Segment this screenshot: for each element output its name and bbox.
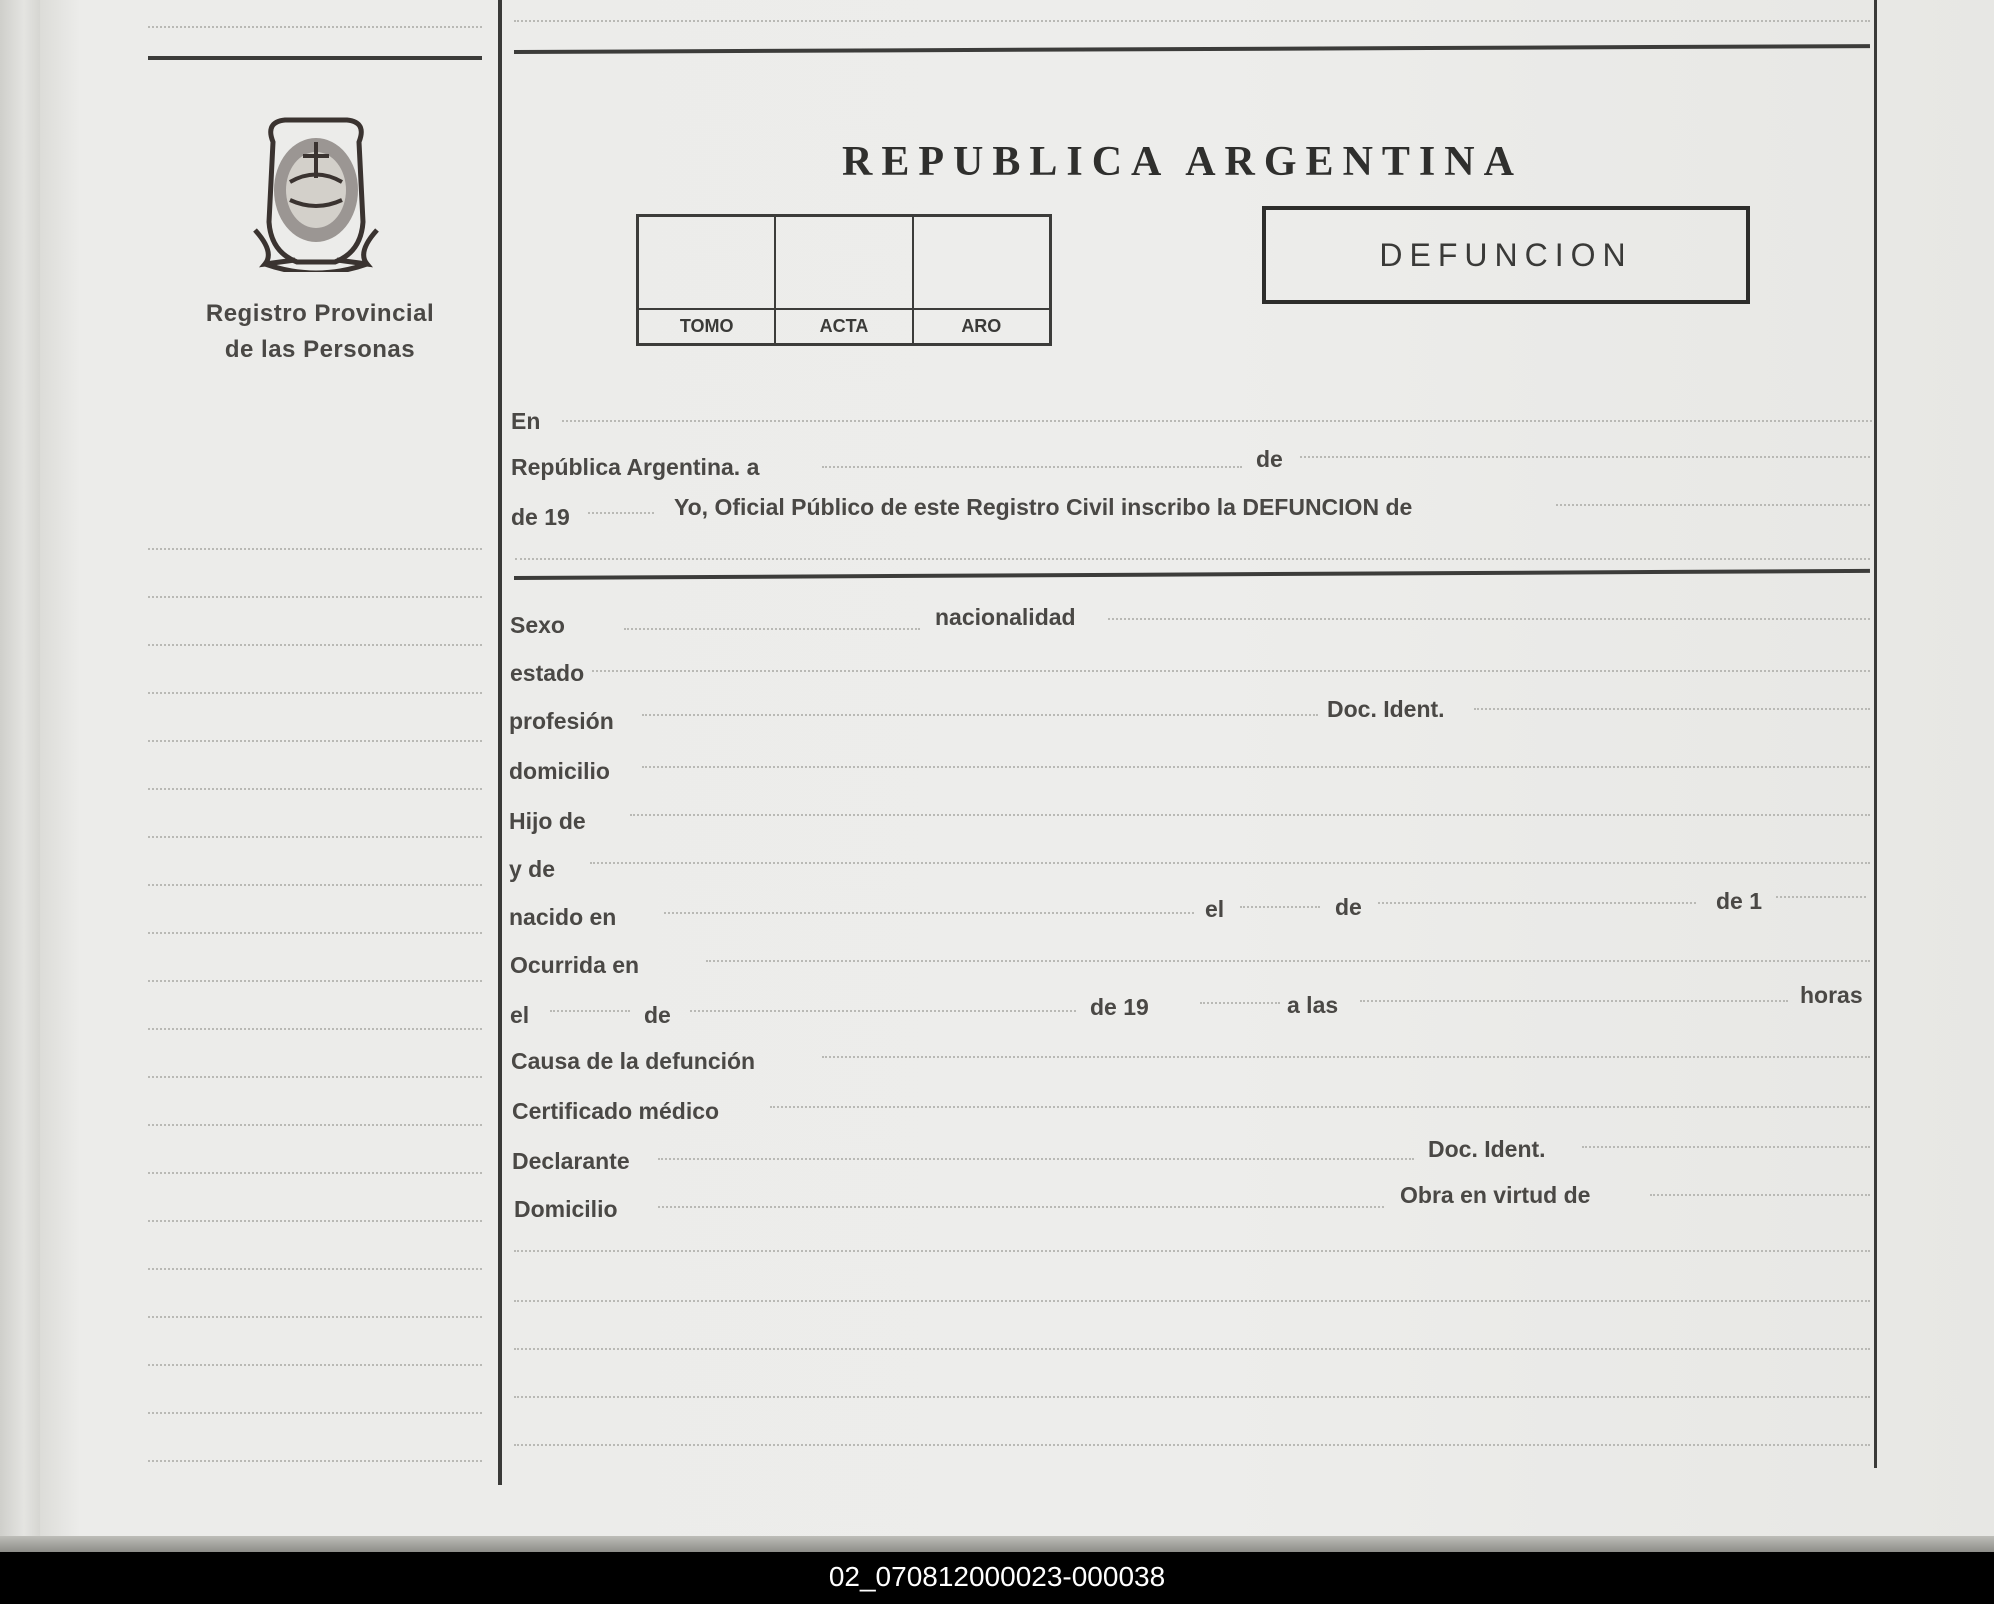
margin-rule	[148, 788, 482, 790]
label-a-las: a las	[1287, 992, 1339, 1018]
label-doc-ident-declarante: Doc. Ident.	[1428, 1136, 1546, 1162]
label-ocurrida-en: Ocurrida en	[510, 952, 640, 978]
fill-in-line[interactable]	[1200, 1002, 1280, 1004]
label-hijo-de: Hijo de	[509, 808, 586, 834]
fill-in-line[interactable]	[1360, 1000, 1788, 1002]
record-type-box	[1262, 206, 1750, 304]
ano-label: ARO	[914, 308, 1049, 337]
label-nacido-year: de 1	[1716, 888, 1763, 914]
label-domicilio-declarante: Domicilio	[514, 1196, 618, 1222]
fill-in-line[interactable]	[624, 628, 920, 630]
margin-rule	[148, 692, 482, 694]
right-border	[1874, 0, 1877, 1468]
image-id-bar	[0, 1552, 1994, 1604]
column-divider	[498, 0, 502, 1485]
tomo-cell[interactable]	[639, 217, 776, 343]
label-obra: Obra en virtud de	[1400, 1182, 1591, 1208]
margin-rule	[148, 1220, 482, 1222]
fill-in-line[interactable]	[822, 1056, 1870, 1058]
label-sexo: Sexo	[510, 612, 565, 638]
provincial-seal-icon	[245, 112, 387, 272]
fill-in-line[interactable]	[1240, 906, 1320, 908]
fill-in-line[interactable]	[1378, 902, 1696, 904]
label-de-month: de	[1256, 446, 1283, 472]
fill-in-line[interactable]	[1556, 504, 1870, 506]
margin-rule	[148, 932, 482, 934]
registry-name	[170, 296, 470, 368]
registry-line-1: Registro Provincial	[205, 300, 435, 327]
fill-in-line[interactable]	[658, 1206, 1384, 1208]
ano-cell[interactable]	[914, 217, 1049, 343]
fill-in-line[interactable]	[514, 1444, 1870, 1446]
record-type: DEFUNCION	[1379, 237, 1633, 273]
margin-rule	[148, 1076, 482, 1078]
label-nacido-de: de	[1335, 894, 1362, 920]
margin-rule	[148, 1172, 482, 1174]
margin-rule	[148, 1028, 482, 1030]
margin-rule	[148, 1412, 482, 1414]
label-horas: horas	[1800, 982, 1863, 1008]
label-en: En	[511, 408, 541, 434]
fill-in-line[interactable]	[706, 960, 1870, 962]
page-title: REPUBLICA ARGENTINA	[842, 139, 1523, 185]
label-domicilio: domicilio	[509, 758, 610, 784]
label-profesion: profesión	[509, 708, 614, 734]
margin-rule	[148, 1268, 482, 1270]
fill-in-line[interactable]	[1108, 618, 1870, 620]
record-id-box	[636, 214, 1052, 346]
label-nacionalidad: nacionalidad	[935, 604, 1076, 630]
margin-rule	[148, 548, 482, 550]
label-de-19: de 19	[511, 504, 570, 530]
fill-in-line[interactable]	[822, 466, 1242, 468]
acta-cell[interactable]	[776, 217, 913, 343]
label-nacido-el: el	[1205, 896, 1225, 922]
top-dotted-right	[514, 20, 1870, 22]
label-y-de: y de	[509, 856, 556, 882]
margin-rule	[148, 1316, 482, 1318]
margin-rule	[148, 740, 482, 742]
fill-in-line[interactable]	[658, 1158, 1414, 1160]
image-id: 02_070812000023-000038	[828, 1561, 1166, 1592]
fill-in-line[interactable]	[1300, 456, 1870, 458]
label-estado: estado	[510, 660, 585, 686]
margin-rule	[148, 836, 482, 838]
fill-in-line[interactable]	[562, 420, 1872, 422]
fill-in-line[interactable]	[514, 1250, 1870, 1252]
label-ocurrida-el: el	[510, 1002, 530, 1028]
margin-rule	[148, 1124, 482, 1126]
fill-in-line[interactable]	[590, 862, 1870, 864]
label-yo-oficial: Yo, Oficial Público de este Registro Civil inscribo la DEFUNCION de	[674, 494, 1413, 520]
fill-in-line[interactable]	[642, 766, 1870, 768]
fill-in-line[interactable]	[1650, 1194, 1870, 1196]
fill-in-line[interactable]	[642, 714, 1318, 716]
label-ocurrida-year: de 19	[1090, 994, 1149, 1020]
fill-in-line[interactable]	[588, 512, 654, 514]
label-ocurrida-de: de	[644, 1002, 671, 1028]
registry-line-2: de las Personas	[224, 336, 416, 363]
left-top-rule	[148, 56, 482, 60]
fill-in-line[interactable]	[514, 1396, 1870, 1398]
label-republica: República Argentina. a	[511, 454, 760, 480]
margin-rule	[148, 1460, 482, 1462]
fill-in-line[interactable]	[1776, 896, 1866, 898]
fill-in-line[interactable]	[690, 1010, 1076, 1012]
label-doc-ident: Doc. Ident.	[1327, 696, 1445, 722]
margin-rule	[148, 644, 482, 646]
fill-in-line[interactable]	[1582, 1146, 1870, 1148]
fill-in-line[interactable]	[770, 1106, 1870, 1108]
page-bottom-edge	[0, 1536, 1994, 1552]
fill-in-line[interactable]	[515, 558, 1870, 560]
margin-rule	[148, 596, 482, 598]
fill-in-line[interactable]	[592, 670, 1870, 672]
fill-in-line[interactable]	[1474, 708, 1870, 710]
book-spine	[0, 0, 40, 1545]
acta-label: ACTA	[776, 308, 911, 337]
margin-rule	[148, 884, 482, 886]
margin-rule	[148, 980, 482, 982]
fill-in-line[interactable]	[664, 912, 1194, 914]
label-declarante: Declarante	[512, 1148, 630, 1174]
margin-rule	[148, 1364, 482, 1366]
fill-in-line[interactable]	[550, 1010, 630, 1012]
label-certificado: Certificado médico	[512, 1098, 720, 1124]
tomo-label: TOMO	[639, 308, 774, 337]
fill-in-line[interactable]	[514, 1300, 1870, 1302]
fill-in-line[interactable]	[514, 1348, 1870, 1350]
fill-in-line[interactable]	[630, 814, 1870, 816]
top-dotted-left	[148, 26, 482, 28]
label-nacido-en: nacido en	[509, 904, 617, 930]
label-causa: Causa de la defunción	[511, 1048, 756, 1074]
